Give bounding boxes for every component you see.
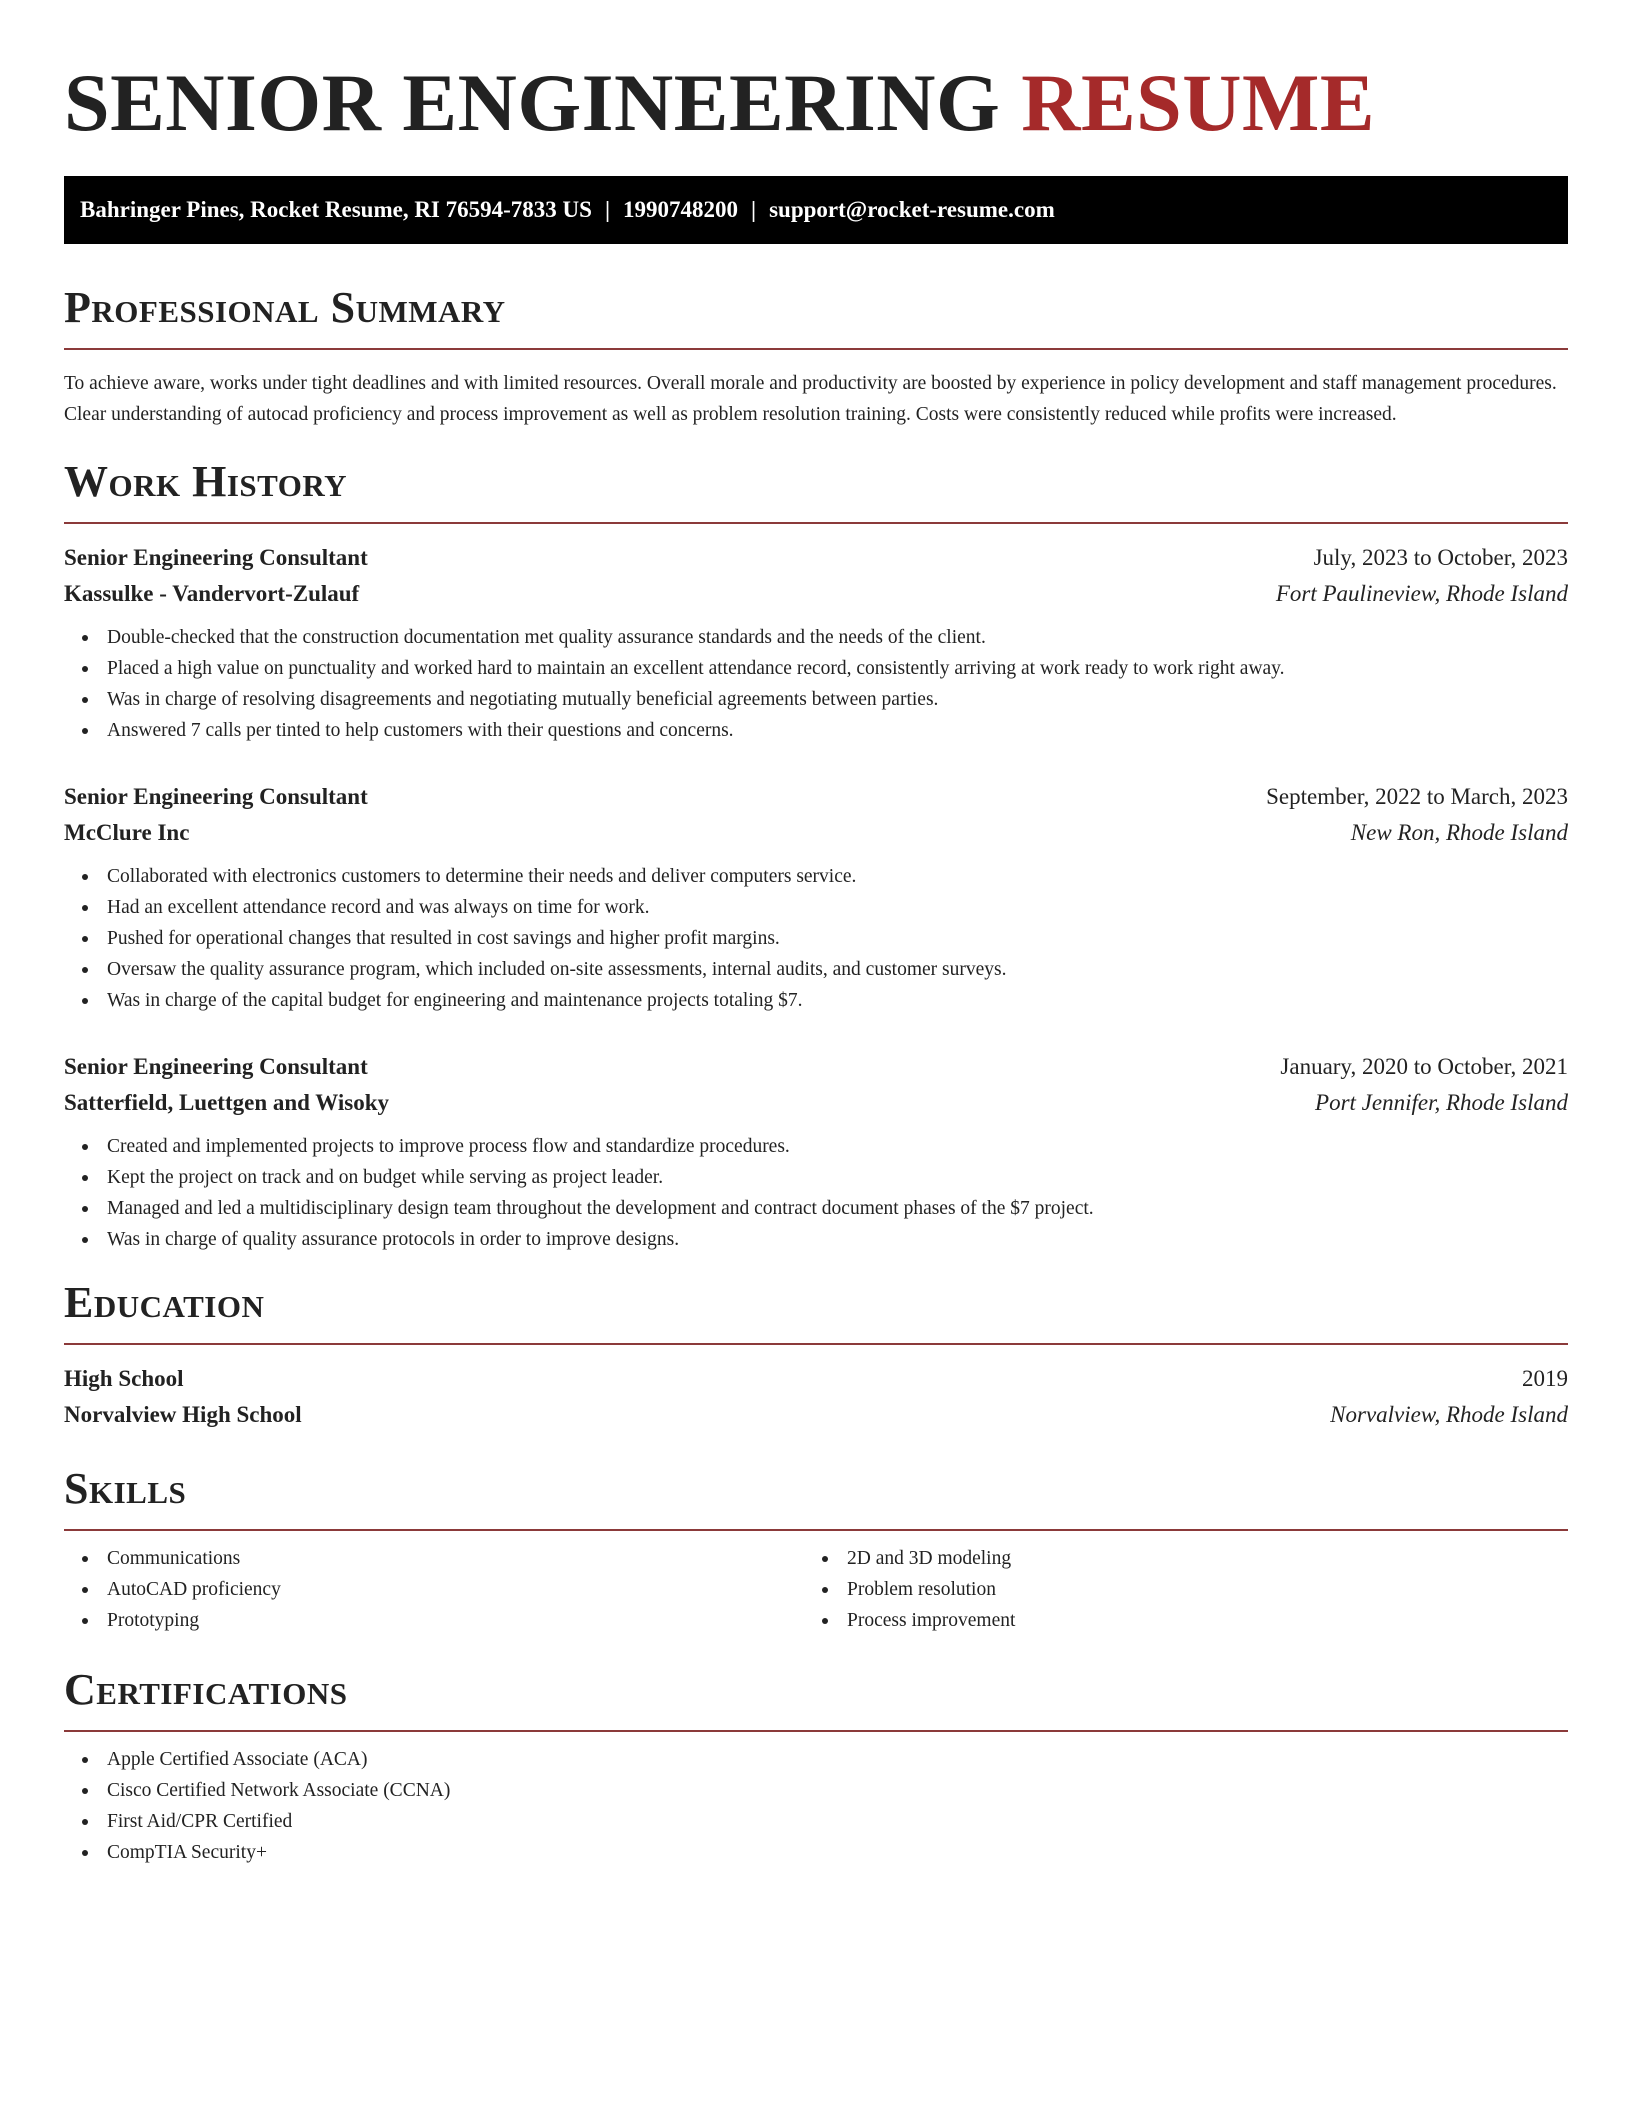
- job-header-row: [64, 540, 1568, 576]
- section-divider: [64, 348, 1568, 350]
- list-item: Double-checked that the construction documentation met quality assurance standards and the needs of the client.: [107, 622, 1568, 653]
- list-item: Created and implemented projects to improve process flow and standardize procedures.: [107, 1131, 1568, 1162]
- skills-section: [64, 1463, 1568, 1636]
- job-bullets: [64, 861, 1568, 1016]
- job-dates: July, 2023 to October, 2023: [1313, 545, 1568, 570]
- education-header-row: [64, 1361, 1568, 1397]
- list-item: Was in charge of the capital budget for engineering and maintenance projects totaling $7.: [107, 985, 1568, 1016]
- title-first-part: SENIOR ENGINEERING: [64, 57, 1001, 148]
- education-location: Norvalview, Rhode Island: [1330, 1402, 1568, 1427]
- list-item: First Aid/CPR Certified: [107, 1806, 1568, 1837]
- contact-separator: |: [604, 197, 611, 222]
- job-location: Port Jennifer, Rhode Island: [1315, 1090, 1568, 1115]
- list-item: Communications: [107, 1543, 804, 1574]
- list-item: Cisco Certified Network Associate (CCNA): [107, 1775, 1568, 1806]
- job-title: Senior Engineering Consultant: [64, 1054, 368, 1079]
- certifications-list: [64, 1744, 1568, 1868]
- list-item: Apple Certified Associate (ACA): [107, 1744, 1568, 1775]
- list-item: Collaborated with electronics customers to determine their needs and deliver computers service.: [107, 861, 1568, 892]
- summary-section: [64, 282, 1568, 430]
- skills-grid: [64, 1543, 1568, 1636]
- job-location: Fort Paulineview, Rhode Island: [1275, 581, 1568, 606]
- job-entry: [64, 779, 1568, 1016]
- list-item: AutoCAD proficiency: [107, 1574, 804, 1605]
- education-heading: Education: [64, 1278, 265, 1327]
- job-dates: September, 2022 to March, 2023: [1266, 784, 1568, 809]
- work-history-section: [64, 456, 1568, 1255]
- education-entry: [64, 1361, 1568, 1433]
- list-item: Prototyping: [107, 1605, 804, 1636]
- skills-heading: Skills: [64, 1464, 187, 1513]
- resume-title: [64, 0, 1568, 148]
- section-divider: [64, 1343, 1568, 1345]
- list-item: Kept the project on track and on budget while serving as project leader.: [107, 1162, 1568, 1193]
- contact-phone: 1990748200: [623, 197, 739, 222]
- job-header-row: [64, 1049, 1568, 1085]
- list-item: Oversaw the quality assurance program, which included on-site assessments, internal audits, and customer surveys.: [107, 954, 1568, 985]
- skills-column-right: [804, 1543, 1544, 1636]
- list-item: Had an excellent attendance record and was always on time for work.: [107, 892, 1568, 923]
- list-item: Was in charge of resolving disagreements and negotiating mutually beneficial agreements between parties.: [107, 684, 1568, 715]
- section-divider: [64, 1529, 1568, 1531]
- contact-separator: |: [751, 197, 757, 222]
- contact-bar: [64, 176, 1568, 244]
- job-dates: January, 2020 to October, 2021: [1280, 1054, 1568, 1079]
- job-company: McClure Inc: [64, 820, 190, 845]
- list-item: Pushed for operational changes that resulted in cost savings and higher profit margins.: [107, 923, 1568, 954]
- education-section: [64, 1277, 1568, 1433]
- list-item: Problem resolution: [847, 1574, 1544, 1605]
- skills-list: [64, 1543, 804, 1636]
- skills-list: [804, 1543, 1544, 1636]
- job-title: Senior Engineering Consultant: [64, 545, 368, 570]
- job-title: Senior Engineering Consultant: [64, 784, 368, 809]
- job-company: Kassulke - Vandervort-Zulauf: [64, 581, 360, 606]
- education-school-row: [64, 1397, 1568, 1433]
- list-item: CompTIA Security+: [107, 1837, 1568, 1868]
- title-accent-part: RESUME: [1021, 57, 1376, 148]
- list-item: Was in charge of quality assurance protocols in order to improve designs.: [107, 1224, 1568, 1255]
- job-entry: [64, 1049, 1568, 1255]
- job-bullets: [64, 1131, 1568, 1255]
- education-school: Norvalview High School: [64, 1402, 302, 1427]
- section-divider: [64, 1730, 1568, 1732]
- section-divider: [64, 522, 1568, 524]
- job-header-row: [64, 779, 1568, 815]
- list-item: Managed and led a multidisciplinary design team throughout the development and contract document phases of the $7 project.: [107, 1193, 1568, 1224]
- list-item: Process improvement: [847, 1605, 1544, 1636]
- list-item: Placed a high value on punctuality and worked hard to maintain an excellent attendance record, consistently arriving at work ready to work right away.: [107, 653, 1568, 684]
- job-company-row: [64, 1085, 1568, 1121]
- contact-address: Bahringer Pines, Rocket Resume, RI 76594-7833 US: [80, 197, 592, 222]
- summary-text: To achieve aware, works under tight deadlines and with limited resources. Overall morale and productivity are boosted by experience in policy development and staff management procedures. Clear understanding of autocad proficiency and process improvement as well as problem resolution training. Costs were consistently reduced while profits were increased.: [64, 373, 1557, 425]
- job-company-row: [64, 815, 1568, 851]
- contact-email: support@rocket-resume.com: [769, 197, 1055, 222]
- job-entry: [64, 540, 1568, 746]
- job-company-row: [64, 576, 1568, 612]
- list-item: Answered 7 calls per tinted to help customers with their questions and concerns.: [107, 715, 1568, 746]
- work-history-heading: Work History: [64, 457, 348, 506]
- job-company: Satterfield, Luettgen and Wisoky: [64, 1090, 390, 1115]
- summary-heading: Professional Summary: [64, 283, 506, 332]
- resume-page: [64, 0, 1568, 1868]
- list-item: 2D and 3D modeling: [847, 1543, 1544, 1574]
- certifications-section: [64, 1664, 1568, 1868]
- education-degree: High School: [64, 1366, 184, 1391]
- job-bullets: [64, 622, 1568, 746]
- education-year: 2019: [1522, 1366, 1568, 1391]
- skills-column-left: [64, 1543, 804, 1636]
- job-location: New Ron, Rhode Island: [1350, 820, 1568, 845]
- certifications-heading: Certifications: [64, 1665, 348, 1714]
